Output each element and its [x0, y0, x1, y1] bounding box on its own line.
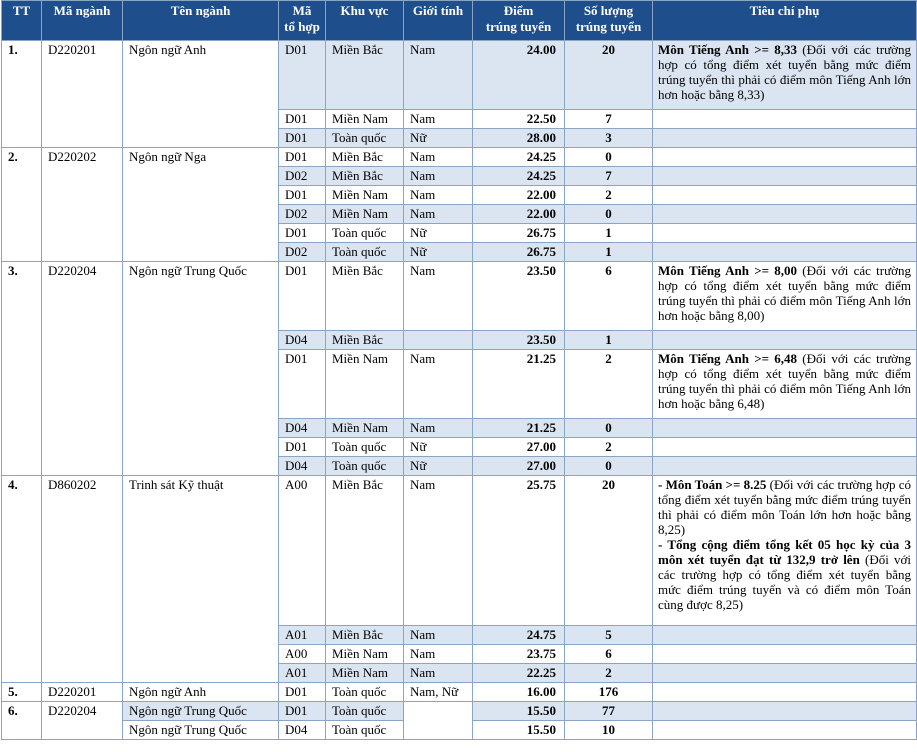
cell-ten-nganh: Ngôn ngữ Nga [123, 148, 279, 262]
cell-to-hop: D02 [279, 205, 326, 224]
cell-tt: 1. [2, 41, 42, 148]
cell-khu-vuc: Miền Nam [326, 205, 404, 224]
cell-khu-vuc: Miền Bắc [326, 167, 404, 186]
cell-ten-nganh: Ngôn ngữ Trung Quốc [123, 262, 279, 476]
cell-diem: 24.00 [473, 41, 565, 110]
cell-khu-vuc: Miền Bắc [326, 41, 404, 110]
cell-ten-nganh: Ngôn ngữ Anh [123, 41, 279, 148]
criteria-condition: Môn Tiếng Anh >= 8,33 [658, 42, 798, 57]
header-ma-to-hop-line2: tổ hợp [284, 19, 320, 34]
cell-gioi-tinh: Nữ [404, 224, 473, 243]
cell-khu-vuc: Miền Nam [326, 110, 404, 129]
cell-so-luong: 2 [565, 664, 653, 683]
header-ma-to-hop [279, 1, 326, 41]
table-row [2, 683, 917, 702]
cell-ma-nganh: D860202 [42, 476, 123, 683]
cell-so-luong: 0 [565, 457, 653, 476]
cell-to-hop: D02 [279, 167, 326, 186]
cell-khu-vuc: Toàn quốc [326, 224, 404, 243]
cell-diem: 23.50 [473, 262, 565, 331]
cell-gioi-tinh: Nữ [404, 129, 473, 148]
cell-diem: 22.50 [473, 110, 565, 129]
cell-so-luong: 6 [565, 645, 653, 664]
cell-to-hop: A00 [279, 645, 326, 664]
criteria-condition: - Môn Toán >= 8.25 [658, 477, 767, 492]
cell-tieu-chi [653, 224, 917, 243]
cell-so-luong: 10 [565, 721, 653, 740]
cell-tieu-chi [653, 438, 917, 457]
cell-tt: 5. [2, 683, 42, 702]
cell-diem: 22.00 [473, 205, 565, 224]
cell-khu-vuc: Miền Bắc [326, 626, 404, 645]
cell-so-luong: 1 [565, 243, 653, 262]
cell-khu-vuc: Miền Bắc [326, 476, 404, 626]
cell-diem: 15.50 [473, 702, 565, 721]
cell-tieu-chi [653, 419, 917, 438]
header-so-luong-line2: trúng tuyển [575, 19, 642, 34]
cell-so-luong: 0 [565, 205, 653, 224]
cell-khu-vuc: Toàn quốc [326, 683, 404, 702]
cell-to-hop: D01 [279, 110, 326, 129]
cell-to-hop: D01 [279, 148, 326, 167]
cell-khu-vuc: Miền Bắc [326, 331, 404, 350]
cell-so-luong: 0 [565, 148, 653, 167]
cell-ma-nganh: D220202 [42, 148, 123, 262]
cell-diem: 23.50 [473, 331, 565, 350]
cell-diem: 22.25 [473, 664, 565, 683]
cell-to-hop: D01 [279, 186, 326, 205]
criteria-note: (Đối với các trường hợp có tổng điểm xét tuyển bằng mức điểm trúng tuyển thì phải có điểm môn Toán lớn hơn hoặc bằng 8,25) [658, 477, 912, 537]
cell-so-luong: 3 [565, 129, 653, 148]
cell-gioi-tinh: Nam [404, 41, 473, 110]
cell-gioi-tinh: Nữ [404, 457, 473, 476]
table-row [2, 41, 917, 110]
cell-so-luong: 176 [565, 683, 653, 702]
cell-tieu-chi [653, 148, 917, 167]
cell-to-hop: D04 [279, 331, 326, 350]
header-gioi-tinh: Giới tính [404, 1, 473, 41]
cell-gioi-tinh: Nam [404, 205, 473, 224]
cell-tieu-chi [653, 683, 917, 702]
cell-khu-vuc: Miền Nam [326, 419, 404, 438]
header-diem [473, 1, 565, 41]
cell-khu-vuc: Toàn quốc [326, 702, 404, 721]
cell-ma-nganh: D220201 [42, 41, 123, 148]
admission-results-table [1, 0, 917, 740]
cell-diem: 25.75 [473, 476, 565, 626]
table-row [2, 262, 917, 331]
cell-ten-nganh: Ngôn ngữ Trung Quốc [123, 702, 279, 721]
cell-khu-vuc: Toàn quốc [326, 129, 404, 148]
cell-to-hop: D01 [279, 41, 326, 110]
cell-gioi-tinh: Nam [404, 645, 473, 664]
cell-diem: 24.75 [473, 626, 565, 645]
cell-to-hop: A00 [279, 476, 326, 626]
cell-diem: 26.75 [473, 224, 565, 243]
cell-to-hop: A01 [279, 626, 326, 645]
cell-so-luong: 2 [565, 438, 653, 457]
cell-so-luong: 7 [565, 110, 653, 129]
cell-diem: 22.00 [473, 186, 565, 205]
cell-diem: 23.75 [473, 645, 565, 664]
cell-gioi-tinh: Nam [404, 148, 473, 167]
cell-tieu-chi [653, 331, 917, 350]
table-row [2, 148, 917, 167]
cell-tt: 4. [2, 476, 42, 683]
cell-tieu-chi [653, 129, 917, 148]
cell-gioi-tinh: Nam [404, 664, 473, 683]
cell-gioi-tinh: Nữ [404, 438, 473, 457]
cell-tieu-chi [653, 167, 917, 186]
cell-tieu-chi [653, 664, 917, 683]
cell-diem: 28.00 [473, 129, 565, 148]
cell-diem: 27.00 [473, 457, 565, 476]
cell-gioi-tinh [404, 702, 473, 740]
cell-gioi-tinh [404, 331, 473, 350]
cell-to-hop: D01 [279, 683, 326, 702]
cell-so-luong: 7 [565, 167, 653, 186]
cell-to-hop: D04 [279, 721, 326, 740]
header-diem-line2: trúng tuyển [485, 19, 552, 34]
cell-to-hop: D01 [279, 702, 326, 721]
cell-tt: 2. [2, 148, 42, 262]
cell-diem: 21.25 [473, 419, 565, 438]
cell-so-luong: 5 [565, 626, 653, 645]
cell-gioi-tinh: Nam, Nữ [404, 683, 473, 702]
criteria-condition: Môn Tiếng Anh >= 6,48 [658, 351, 798, 366]
criteria-condition: - Tổng cộng điểm tổng kết 05 học kỳ của 3 môn xét tuyển đạt từ 132,9 trở lên [658, 537, 911, 567]
cell-so-luong: 6 [565, 262, 653, 331]
cell-khu-vuc: Miền Nam [326, 350, 404, 419]
cell-diem: 24.25 [473, 167, 565, 186]
cell-tieu-chi [653, 645, 917, 664]
cell-khu-vuc: Miền Nam [326, 664, 404, 683]
cell-gioi-tinh: Nam [404, 476, 473, 626]
cell-diem: 24.25 [473, 148, 565, 167]
cell-diem: 16.00 [473, 683, 565, 702]
cell-diem: 27.00 [473, 438, 565, 457]
cell-to-hop: D02 [279, 243, 326, 262]
cell-so-luong: 20 [565, 476, 653, 626]
criteria-paragraph [658, 477, 911, 537]
header-so-luong-line1: Số lượng [583, 3, 634, 18]
cell-tt: 3. [2, 262, 42, 476]
cell-to-hop: D01 [279, 129, 326, 148]
cell-to-hop: D01 [279, 262, 326, 331]
cell-gioi-tinh: Nam [404, 350, 473, 419]
cell-khu-vuc: Toàn quốc [326, 721, 404, 740]
cell-to-hop: D01 [279, 224, 326, 243]
header-ten-nganh: Tên ngành [123, 1, 279, 41]
criteria-note: (Đối với các trường hợp có tổng điểm xét tuyển bằng mức điểm trúng tuyển và có điểm môn Toán cùng được 8,25) [658, 552, 911, 612]
cell-gioi-tinh: Nam [404, 262, 473, 331]
cell-gioi-tinh: Nam [404, 110, 473, 129]
criteria-note: (Đối với các trường hợp có tổng điểm xét tuyển bằng mức điểm trúng tuyển thì phải có điểm môn Tiếng Anh lớn hơn hoặc bằng 8,00) [658, 263, 911, 323]
header-ma-nganh: Mã ngành [42, 1, 123, 41]
cell-tieu-chi [653, 476, 917, 626]
cell-tieu-chi [653, 41, 917, 110]
cell-ten-nganh: Ngôn ngữ Trung Quốc [123, 721, 279, 740]
header-tieu-chi: Tiêu chí phụ [653, 1, 917, 41]
cell-gioi-tinh: Nam [404, 186, 473, 205]
cell-tieu-chi [653, 262, 917, 331]
cell-gioi-tinh: Nam [404, 626, 473, 645]
cell-tieu-chi [653, 205, 917, 224]
cell-tieu-chi [653, 626, 917, 645]
cell-so-luong: 20 [565, 41, 653, 110]
cell-gioi-tinh: Nam [404, 419, 473, 438]
cell-so-luong: 2 [565, 186, 653, 205]
cell-to-hop: D04 [279, 419, 326, 438]
header-ma-to-hop-line1: Mã [292, 3, 312, 18]
header-row [2, 1, 917, 41]
criteria-condition: Môn Tiếng Anh >= 8,00 [658, 263, 798, 278]
table-row [2, 476, 917, 626]
cell-ma-nganh: D220201 [42, 683, 123, 702]
cell-tieu-chi [653, 721, 917, 740]
cell-tt: 6. [2, 702, 42, 740]
cell-diem: 26.75 [473, 243, 565, 262]
header-so-luong [565, 1, 653, 41]
cell-tieu-chi [653, 186, 917, 205]
cell-so-luong: 77 [565, 702, 653, 721]
cell-tieu-chi [653, 350, 917, 419]
cell-to-hop: A01 [279, 664, 326, 683]
cell-gioi-tinh: Nữ [404, 243, 473, 262]
cell-so-luong: 1 [565, 224, 653, 243]
header-tt: TT [2, 1, 42, 41]
cell-so-luong: 1 [565, 331, 653, 350]
cell-ten-nganh: Trinh sát Kỹ thuật [123, 476, 279, 683]
cell-to-hop: D01 [279, 350, 326, 419]
cell-so-luong: 0 [565, 419, 653, 438]
cell-khu-vuc: Miền Nam [326, 645, 404, 664]
cell-ma-nganh: D220204 [42, 702, 123, 740]
cell-ten-nganh: Ngôn ngữ Anh [123, 683, 279, 702]
cell-ma-nganh: D220204 [42, 262, 123, 476]
cell-diem: 21.25 [473, 350, 565, 419]
cell-khu-vuc: Miền Bắc [326, 262, 404, 331]
cell-khu-vuc: Toàn quốc [326, 438, 404, 457]
table-row [2, 702, 917, 721]
criteria-note: (Đối với các trường hợp có tổng điểm xét tuyển bằng mức điểm trúng tuyển thì phải có điểm môn Tiếng Anh lớn hơn hoặc bằng 8,33) [658, 42, 911, 102]
cell-tieu-chi [653, 110, 917, 129]
cell-tieu-chi [653, 457, 917, 476]
cell-khu-vuc: Toàn quốc [326, 457, 404, 476]
cell-khu-vuc: Miền Nam [326, 186, 404, 205]
header-khu-vuc: Khu vực [326, 1, 404, 41]
cell-tieu-chi [653, 702, 917, 721]
cell-to-hop: D01 [279, 438, 326, 457]
header-diem-line1: Điểm [503, 3, 534, 18]
cell-to-hop: D04 [279, 457, 326, 476]
criteria-note: (Đối với các trường hợp có tổng điểm xét tuyển bằng mức điểm trúng tuyển thì phải có điểm môn Tiếng Anh lớn hơn hoặc bằng 6,48) [658, 351, 911, 411]
cell-diem: 15.50 [473, 721, 565, 740]
cell-gioi-tinh: Nam [404, 167, 473, 186]
criteria-paragraph [658, 537, 911, 612]
cell-so-luong: 2 [565, 350, 653, 419]
cell-tieu-chi [653, 243, 917, 262]
cell-khu-vuc: Miền Bắc [326, 148, 404, 167]
cell-khu-vuc: Toàn quốc [326, 243, 404, 262]
